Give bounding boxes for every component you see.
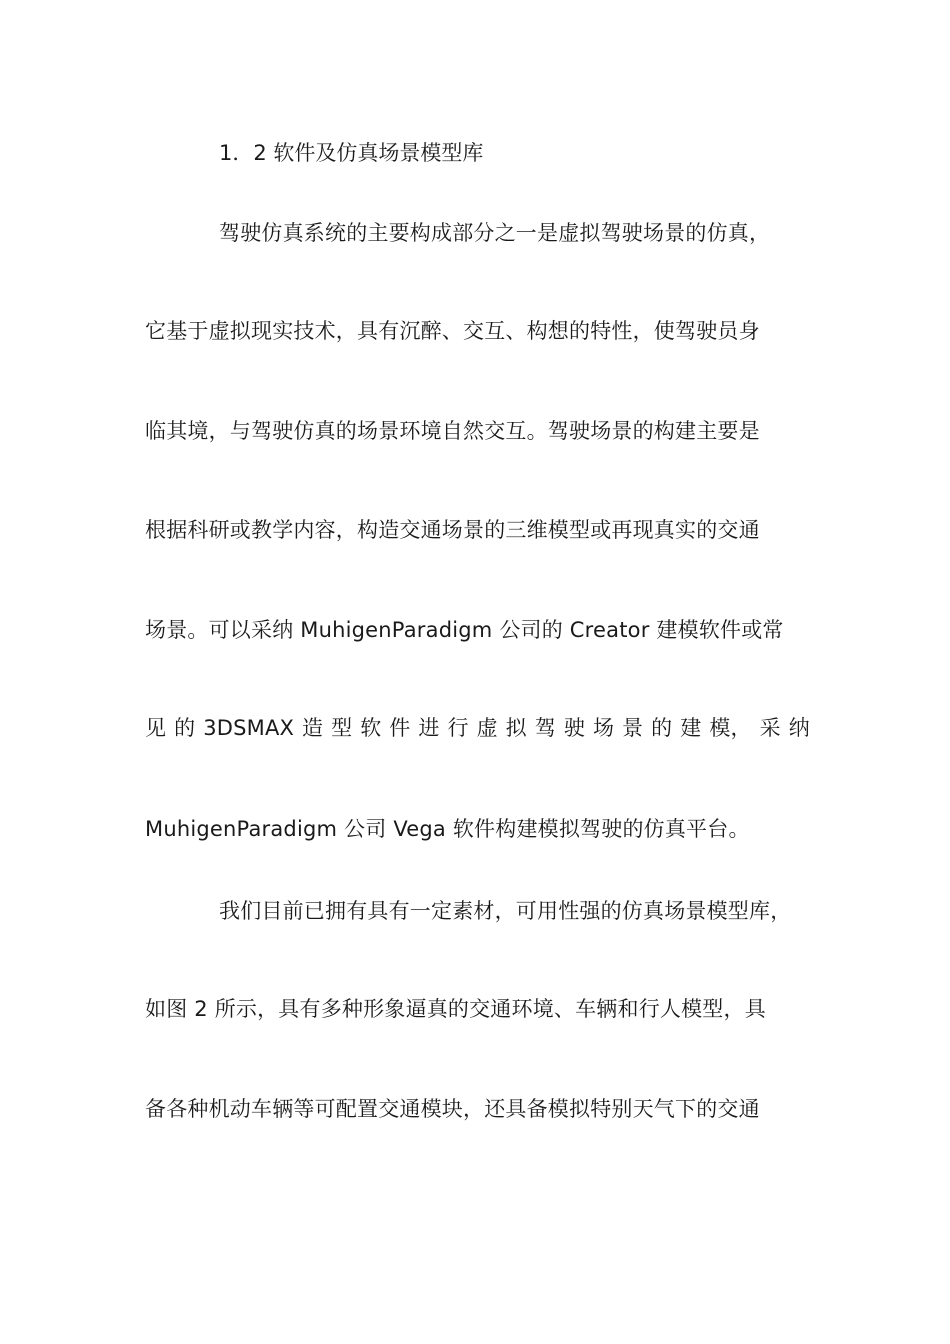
word: 型: [331, 716, 353, 740]
word: 的: [651, 716, 673, 740]
word: 场: [592, 716, 615, 740]
word: 建: [680, 716, 702, 740]
paragraph-1-line-2: 它基于虚拟现实技术，具有沉醉、交互、构想的特性，使驾驶员身: [145, 319, 760, 343]
word: 行: [447, 716, 469, 740]
word: 纳: [788, 716, 810, 740]
paragraph-1-line-1: 驾驶仿真系统的主要构成部分之一是虚拟驾驶场景的仿真，: [219, 221, 771, 245]
paragraph-1-line-5: 场景。可以采纳 MuhigenParadigm 公司的 Creator 建模软件或常: [145, 618, 784, 642]
paragraph-1-line-7: MuhigenParadigm 公司 Vega 软件构建模拟驾驶的仿真平台。: [145, 817, 750, 841]
word: 驾: [534, 716, 556, 740]
word: 造: [302, 716, 324, 740]
paragraph-2-line-3: 备各种机动车辆等可配置交通模块，还具备模拟特别天气下的交通: [145, 1097, 760, 1121]
word: 见: [145, 716, 167, 740]
word: 虚: [476, 716, 498, 740]
word: 模，: [709, 716, 752, 740]
word: 进: [418, 716, 440, 740]
word: 采: [759, 716, 781, 740]
paragraph-2-line-2: 如图 2 所示，具有多种形象逼真的交通环境、车辆和行人模型，具: [145, 997, 766, 1021]
paragraph-2-line-1: 我们目前已拥有具有一定素材，可用性强的仿真场景模型库，: [219, 899, 792, 923]
section-heading: 1．2 软件及仿真场景模型库: [219, 141, 484, 165]
paragraph-1-line-3: 临其境，与驾驶仿真的场景环境自然交互。驾驶场景的构建主要是: [145, 419, 760, 443]
word: 拟: [505, 716, 527, 740]
paragraph-1-line-6: [145, 714, 810, 742]
paragraph-1-line-4: 根据科研或教学内容，构造交通场景的三维模型或再现真实的交通: [145, 518, 760, 542]
word: 驶: [563, 716, 586, 740]
word: 软: [360, 716, 382, 740]
word: 景: [622, 716, 644, 740]
word: 3DSMAX: [203, 716, 295, 740]
word: 的: [174, 716, 196, 740]
word: 件: [389, 716, 411, 740]
